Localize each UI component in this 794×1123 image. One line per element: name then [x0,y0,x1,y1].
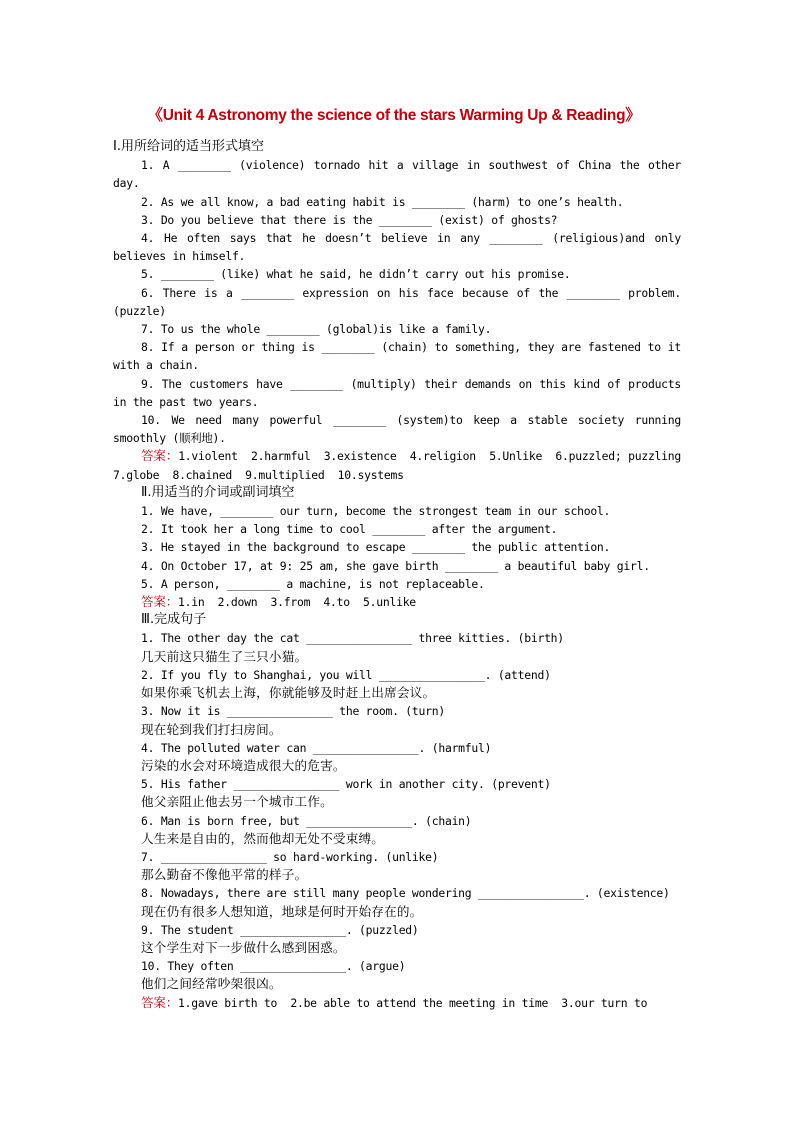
exercise-item: 9. The student ________________. (puzzled) [141,922,419,937]
exercise-item: 1. We have, ________ our turn, become the strongest team in our school. [141,504,611,519]
translation-line: 现在仍有很多人想知道，地球是何时开始存在的。 [141,903,423,919]
exercise-item: 6. Man is born free, but ________________. (chain) [141,813,472,828]
page-title: 《Unit 4 Astronomy the science of the stars Warming Up & Reading》 [147,107,641,124]
exercise-item: 5. His father ________________ work in another city. (prevent) [141,777,551,792]
translation-line: 人生来是自由的，然而他却无处不受束缚。 [141,830,385,846]
translation-line: 几天前这只猫生了三只小猫。 [141,648,308,664]
answer-text: 1.violent 2.harmful 3.existence 4.religion 5.Unlike 6.puzzled; puzzling 7.globe 8.chained 9.multiplied 10.systems [113,449,695,482]
translation-line: 这个学生对下一步做什么感到困惑。 [141,939,346,955]
exercise-item: 4. On October 17, at 9: 25 am, she gave birth ________ a beautiful baby girl. [141,558,650,573]
answer-line [113,593,681,611]
answer-line [113,447,695,483]
exercise-item: 6. There is a ________ expression on his face because of the ________ problem.(puzzle) [113,285,681,318]
exercise-item: 1. A ________ (violence) tornado hit a village in southwest of China the other day. [113,158,688,191]
exercise-item: 2. It took her a long time to cool ________ after the argument. [141,522,558,537]
exercise-item: 5. A person, ________ a machine, is not replaceable. [141,576,485,591]
translation-line: 他父亲阻止他去另一个城市工作。 [141,794,333,810]
translation-line: 现在轮到我们打扫房间。 [141,721,282,737]
exercise-item: 7. ________________ so hard-working. (unlike) [141,849,439,864]
worksheet-page [113,104,695,1012]
answer-line [113,994,681,1012]
exercise-item: 3. He stayed in the background to escape ________ the public attention. [141,540,611,555]
translation-line: 他们之间经常吵架很凶。 [141,976,282,992]
exercise-item: 3. Now it is ________________ the room. (turn) [141,704,445,719]
exercise-item: 2. If you fly to Shanghai, you will ________________. (attend) [141,667,551,682]
translation-line: 污染的水会对环境造成很大的危害。 [141,757,346,773]
answer-label: 答案： [141,448,179,464]
exercise-item: 7. To us the whole ________ (global)is like a family. [141,322,492,337]
section-heading-1: Ⅰ.用所给词的适当形式填空 [113,139,264,154]
answer-label: 答案： [141,994,179,1010]
answer-text: 1.gave birth to 2.be able to attend the meeting in time 3.our turn to [178,995,648,1010]
exercise-item: 10. We need many powerful ________ (system)to keep a stable society running smoothly (顺利地). [113,413,688,446]
section-heading-3: Ⅲ.完成句子 [141,612,207,628]
exercise-item: 9. The customers have ________ (multiply) their demands on this kind of products in the past two years. [113,376,688,409]
exercise-item: 3. Do you believe that there is the ________ (exist) of ghosts? [141,212,558,227]
answer-label: 答案： [141,594,179,610]
section-heading-2: Ⅱ.用适当的介词或副词填空 [141,484,295,500]
exercise-item: 4. The polluted water can ________________. (harmful) [141,740,492,755]
exercise-item: 1. The other day the cat ________________ three kitties. (birth) [141,631,564,646]
exercise-item: 5. ________ (like) what he said, he didn’t carry out his promise. [141,267,571,282]
exercise-item: 8. Nowadays, there are still many people wondering ________________. (existence) [141,886,670,901]
translation-line: 那么勤奋不像他平常的样子。 [141,867,308,883]
exercise-item: 2. As we all know, a bad eating habit is ________ (harm) to one’s health. [141,194,624,209]
translation-line: 如果你乘飞机去上海，你就能够及时赶上出席会议。 [141,685,436,701]
answer-text: 1.in 2.down 3.from 4.to 5.unlike [178,595,416,610]
exercise-item: 8. If a person or thing is ________ (chain) to something, they are fastened to it with a chain. [113,340,688,373]
exercise-item: 10. They often ________________. (argue) [141,959,406,974]
exercise-item: 4. He often says that he doesn’t believe in any ________ (religious)and only believes in himself. [113,231,688,264]
